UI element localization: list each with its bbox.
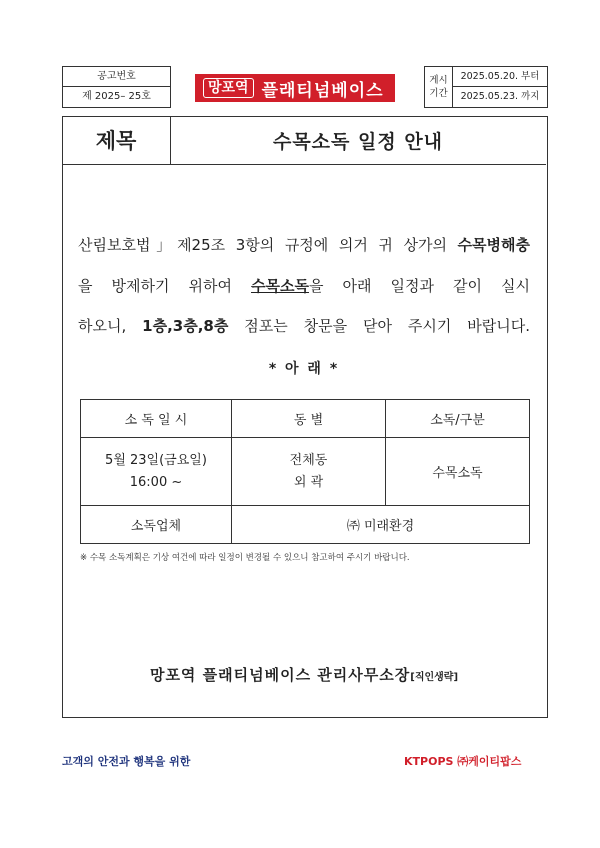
title-label: 제목 [62,116,171,164]
brand-banner [195,74,395,102]
ara-heading: * 아 래 * [268,361,340,377]
stamp-omitted: [직인생략] [410,672,459,683]
footer-slogan: 고객의 안전과 행복을 위한 [62,755,191,768]
period-start: 2025.05.20. 부터 [453,67,547,87]
schedule-table [80,399,530,544]
table-row [81,506,530,544]
notice-number-box [62,66,171,108]
date-line-1: 5월 23일(금요일) [105,452,207,468]
period-label [425,67,453,107]
date-line-2: 16:00 ~ [129,474,183,490]
building-line-1: 전체동 [289,452,328,468]
period-label-2: 기간 [429,88,448,99]
body-text: 산림보호법」제25조 3항의 규정에 의거 귀 상가의 [78,236,458,254]
body-line-1 [78,234,530,255]
table-row [81,400,530,438]
table-row [81,438,530,506]
header-date: 소 독 일 시 [81,400,232,438]
footnote: ※ 수목 소독계획은 기상 여건에 따라 일정이 변경될 수 있으니 참고하여 주시기 바랍니다. [80,553,410,563]
body-text: 하오니, [78,317,143,335]
highlight-disinfection: 수목소독 [251,277,309,295]
period-end: 2025.05.23. 까지 [460,91,540,102]
type-cell: 수목소독 [386,438,530,506]
building-cell [232,438,386,506]
notice-label: 공고번호 [63,67,170,87]
header-type: 소독/구분 [386,400,530,438]
notice-number: 제 2025– 25호 [82,91,151,102]
vendor-name: ㈜ 미래환경 [232,506,530,544]
highlight-pest: 수목병해충 [457,236,530,254]
highlight-floors: 1층,3층,8층 [142,317,229,335]
period-label-1: 게시 [429,75,448,86]
body-line-3 [78,315,530,336]
brand-name: 플래티넘베이스 [261,80,384,101]
date-cell [81,438,232,506]
office-signature [62,664,546,685]
vendor-label: 소독업체 [81,506,232,544]
posting-period-box [424,66,548,108]
page-title: 수목소독 일정 안내 [272,130,444,153]
body-text: 점포는 창문을 닫아 주시기 바랍니다. [228,317,530,335]
body-text: 을 아래 일정과 같이 실시 [308,277,530,295]
header-building: 동 별 [232,400,386,438]
body-line-2 [78,275,530,296]
building-line-2: 외 곽 [293,474,324,490]
station-label: 망포역 [203,78,254,98]
office-name: 망포역 플래티넘베이스 관리사무소장 [149,666,411,684]
footer-company: KTPOPS ㈜케이티팝스 [404,755,522,768]
body-text: 을 방제하기 위하여 [78,277,252,295]
